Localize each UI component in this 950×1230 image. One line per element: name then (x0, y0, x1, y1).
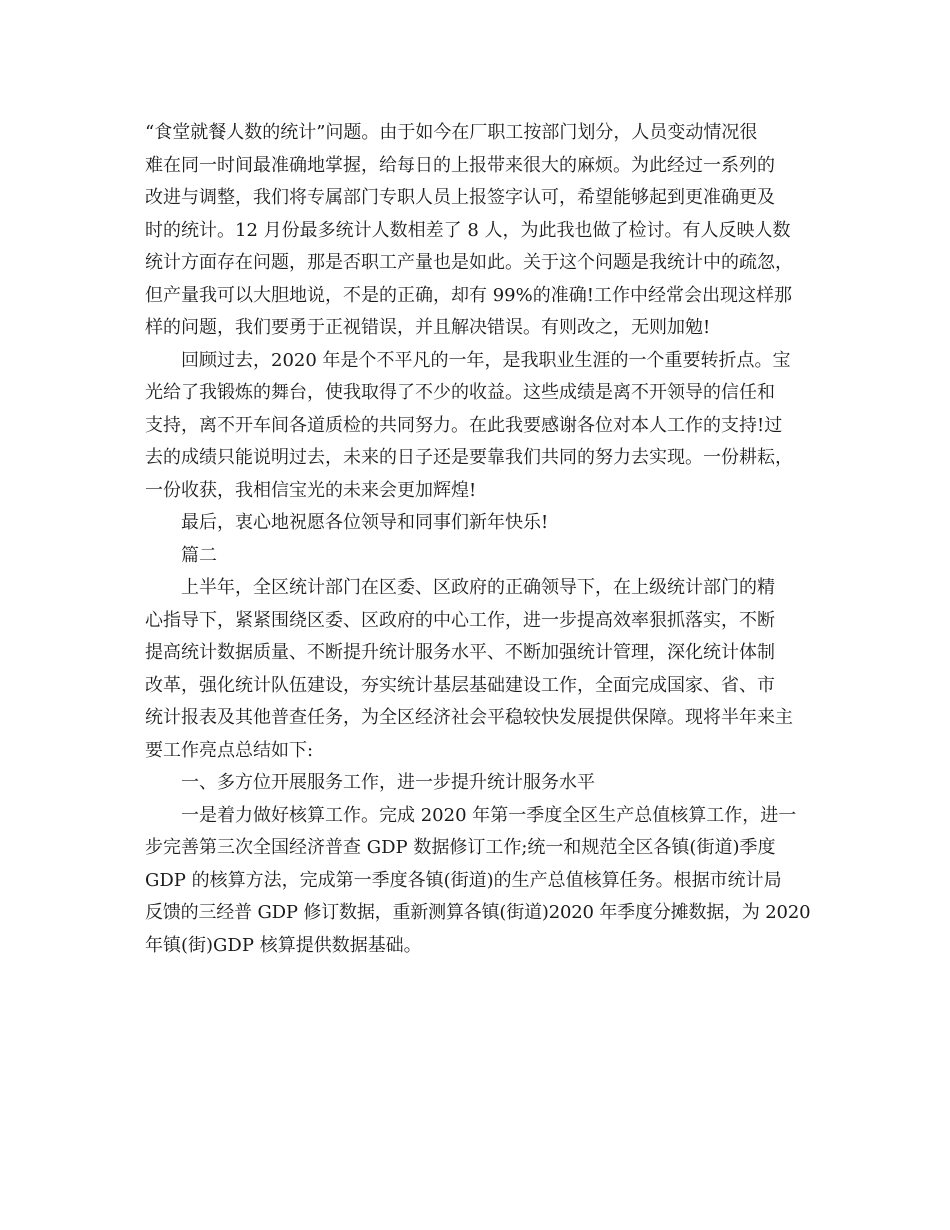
text-line: 上半年，全区统计部门在区委、区政府的正确领导下，在上级统计部门的精 (181, 577, 775, 598)
text-line: 步完善第三次全国经济普查 GDP 数据修订工作;统一和规范全区各镇(街道)季度 (145, 837, 776, 858)
text-line: 改进与调整，我们将专属部门专职人员上报签字认可，希望能够起到更准确更及 (145, 187, 775, 208)
text-line: 一是着力做好核算工作。完成 2020 年第一季度全区生产总值核算工作，进一 (181, 804, 797, 826)
text-line: 统计报表及其他普查任务，为全区经济社会平稳较快发展提供保障。现将半年来主 (145, 707, 793, 728)
text-line: 反馈的三经普 GDP 修订数据，重新测算各镇(街道)2020 年季度分摊数据，为 2020 (145, 902, 811, 923)
text-line: “食堂就餐人数的统计”问题。由于如今在厂职工按部门划分，人员变动情况很 (145, 122, 758, 143)
text-line: 统计方面存在问题，那是否职工产量也是如此。关于这个问题是我统计中的疏忽， (145, 252, 793, 273)
text-line: GDP 的核算方法，完成第一季度各镇(街道)的生产总值核算任务。根据市统计局 (145, 869, 782, 891)
text-line: 提高统计数据质量、不断提升统计服务水平、不断加强统计管理，深化统计体制 (145, 642, 775, 663)
text-line: 支持，离不开车间各道质检的共同努力。在此我要感谢各位对本人工作的支持!过 (145, 414, 783, 436)
text-line: 改革，强化统计队伍建设，夯实统计基层基础建设工作，全面完成国家、省、市 (145, 674, 775, 696)
text-line: 光给了我锻炼的舞台，使我取得了不少的收益。这些成绩是离不开领导的信任和 (145, 382, 775, 403)
text-line: 时的统计。12 月份最多统计人数相差了 8 人，为此我也做了检讨。有人反映人数 (145, 219, 791, 241)
text-line: 但产量我可以大胆地说，不是的正确，却有 99%的准确!工作中经常会出现这样那 (145, 284, 792, 306)
text-line: 篇二 (181, 544, 217, 566)
text-line: 年镇(街)GDP 核算提供数据基础。 (145, 934, 422, 956)
text-line: 要工作亮点总结如下: (145, 739, 314, 761)
text-line: 去的成绩只能说明过去，未来的日子还是要靠我们共同的努力去实现。一份耕耘， (145, 447, 793, 468)
document-body (145, 117, 810, 962)
text-line: 难在同一时间最准确地掌握，给每日的上报带来很大的麻烦。为此经过一系列的 (145, 154, 775, 176)
text-line: 样的问题，我们要勇于正视错误，并且解决错误。有则改之，无则加勉! (145, 317, 711, 338)
text-line: 一、多方位开展服务工作，进一步提升统计服务水平 (181, 772, 595, 793)
text-line: 最后，衷心地祝愿各位领导和同事们新年快乐! (181, 512, 549, 533)
text-line: 回顾过去，2020 年是个不平凡的一年，是我职业生涯的一个重要转折点。宝 (181, 349, 791, 371)
text-line: 一份收获，我相信宝光的未来会更加辉煌! (145, 479, 477, 501)
text-line: 心指导下，紧紧围绕区委、区政府的中心工作，进一步提高效率狠抓落实，不断 (145, 609, 775, 631)
